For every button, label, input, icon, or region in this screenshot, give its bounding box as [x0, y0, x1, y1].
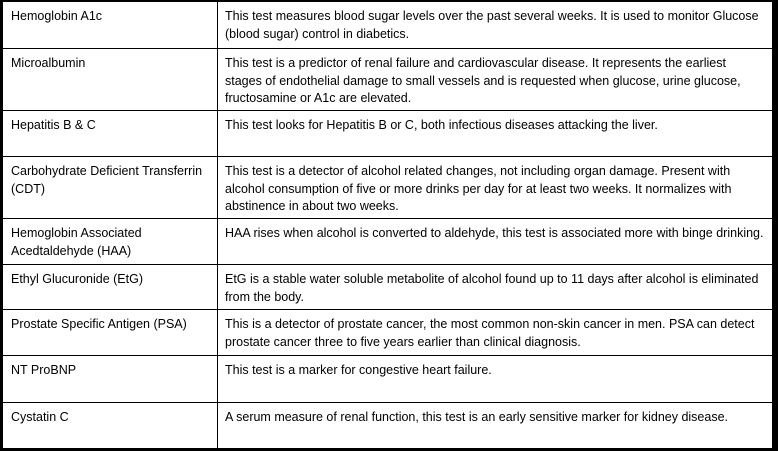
test-description-cell: This test is a predictor of renal failure and cardiovascular disease. It represents the earliest stages of endothelial damage to small vessels and is requested when glucose, urine glucose, fructosamine or A1c are elevated.	[218, 49, 773, 111]
test-name-cell: Microalbumin	[3, 49, 218, 111]
test-name-cell: Cystatin C	[3, 403, 218, 449]
table-row	[3, 265, 773, 310]
test-name-cell: Carbohydrate Deficient Transferrin (CDT)	[3, 157, 218, 219]
test-name-cell: Hepatitis B & C	[3, 111, 218, 157]
test-name-cell: NT ProBNP	[3, 356, 218, 403]
table-row	[3, 403, 773, 449]
test-description-cell: This is a detector of prostate cancer, the most common non-skin cancer in men. PSA can detect prostate cancer three to five years earlier than clinical diagnosis.	[218, 310, 773, 356]
test-description-cell: This test looks for Hepatitis B or C, both infectious diseases attacking the liver.	[218, 111, 773, 157]
test-description-cell: This test is a detector of alcohol related changes, not including organ damage. Present with alcohol consumption of five or more drinks per day for at least two weeks. It normalizes with abstinence in about two weeks.	[218, 157, 773, 219]
test-description-cell: A serum measure of renal function, this test is an early sensitive marker for kidney disease.	[218, 403, 773, 449]
test-description-cell: HAA rises when alcohol is converted to aldehyde, this test is associated more with binge drinking.	[218, 219, 773, 265]
test-name-cell: Hemoglobin A1c	[3, 2, 218, 49]
table-row	[3, 310, 773, 356]
test-description-cell: EtG is a stable water soluble metabolite of alcohol found up to 11 days after alcohol is eliminated from the body.	[218, 265, 773, 310]
table-row	[3, 157, 773, 219]
table-row	[3, 49, 773, 111]
table-row	[3, 219, 773, 265]
table-row	[3, 2, 773, 49]
lab-tests-table	[2, 1, 773, 449]
table-row	[3, 356, 773, 403]
test-name-cell: Prostate Specific Antigen (PSA)	[3, 310, 218, 356]
test-description-cell: This test measures blood sugar levels over the past several weeks. It is used to monitor Glucose (blood sugar) control in diabetics.	[218, 2, 773, 49]
test-description-cell: This test is a marker for congestive heart failure.	[218, 356, 773, 403]
test-name-cell: Ethyl Glucuronide (EtG)	[3, 265, 218, 310]
test-name-cell: Hemoglobin Associated Acedtaldehyde (HAA)	[3, 219, 218, 265]
table-row	[3, 111, 773, 157]
